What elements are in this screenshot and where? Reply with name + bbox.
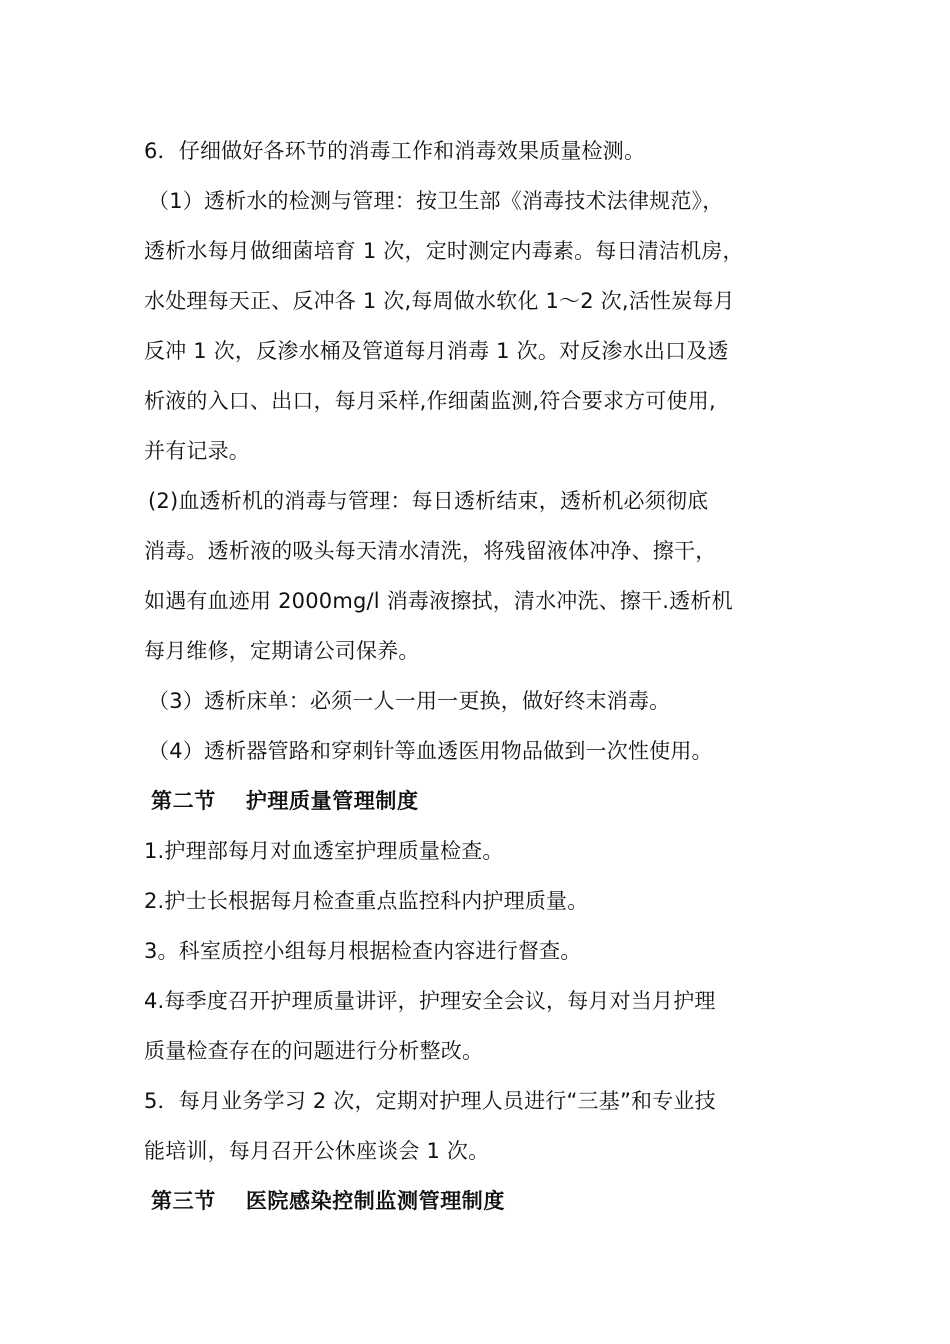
paragraph-line-bedsheet: （3）透析床单：必须一人一用一更换，做好终末消毒。 — [148, 689, 671, 713]
section-title: 医院感染控制监测管理制度 — [245, 1189, 506, 1213]
list-item-5-line-2: 能培训，每月召开公休座谈会 1 次。 — [144, 1139, 490, 1163]
list-item-5-line-1: 5．每月业务学习 2 次，定期对护理人员进行“三基”和专业技 — [144, 1089, 716, 1113]
list-item-2: 2.护士长根据每月检查重点监控科内护理质量。 — [144, 889, 589, 913]
paragraph-line-machine-2: 消毒。透析液的吸头每天清水清洗，将残留液体冲净、擦干， — [144, 539, 717, 563]
paragraph-line-water-3: 水处理每天正、反冲各 1 次,每周做水软化 1～2 次,活性炭每月 — [144, 289, 735, 313]
paragraph-line-machine-1: (2)血透析机的消毒与管理：每日透析结束，透析机必须彻底 — [148, 489, 709, 513]
paragraph-line-water-1: （1）透析水的检测与管理：按卫生部《消毒技术法律规范》， — [148, 189, 724, 213]
paragraph-line-machine-3: 如遇有血迹用 2000mg/l 消毒液擦拭，清水冲洗、擦干.透析机 — [144, 589, 733, 613]
list-item-3: 3。科室质控小组每月根据检查内容进行督查。 — [144, 939, 582, 963]
section-heading-2 — [144, 776, 834, 826]
paragraph-line-6-heading: 6．仔细做好各环节的消毒工作和消毒效果质量检测。 — [144, 139, 646, 163]
paragraph-line-machine-4: 每月维修，定期请公司保养。 — [144, 639, 420, 663]
section-number: 第二节 — [151, 789, 216, 813]
list-item-1: 1.护理部每月对血透室护理质量检查。 — [144, 839, 504, 863]
paragraph-line-water-4: 反冲 1 次，反渗水桶及管道每月消毒 1 次。对反渗水出口及透 — [144, 339, 729, 363]
section-heading-3 — [144, 1176, 834, 1226]
paragraph-line-water-2: 透析水每月做细菌培育 1 次，定时测定内毒素。每日清洁机房， — [144, 239, 744, 263]
list-item-4-line-1: 4.每季度召开护理质量讲评，护理安全会议，每月对当月护理 — [144, 989, 716, 1013]
document-body — [144, 126, 834, 1226]
paragraph-line-water-5: 析液的入口、出口，每月采样,作细菌监测,符合要求方可使用, — [144, 389, 716, 413]
paragraph-line-disposable: （4）透析器管路和穿刺针等血透医用物品做到一次性使用。 — [148, 739, 713, 763]
paragraph-line-water-6: 并有记录。 — [144, 439, 250, 463]
list-item-4-line-2: 质量检查存在的问题进行分析整改。 — [144, 1039, 484, 1063]
section-title: 护理质量管理制度 — [245, 789, 419, 813]
section-number: 第三节 — [151, 1189, 216, 1213]
